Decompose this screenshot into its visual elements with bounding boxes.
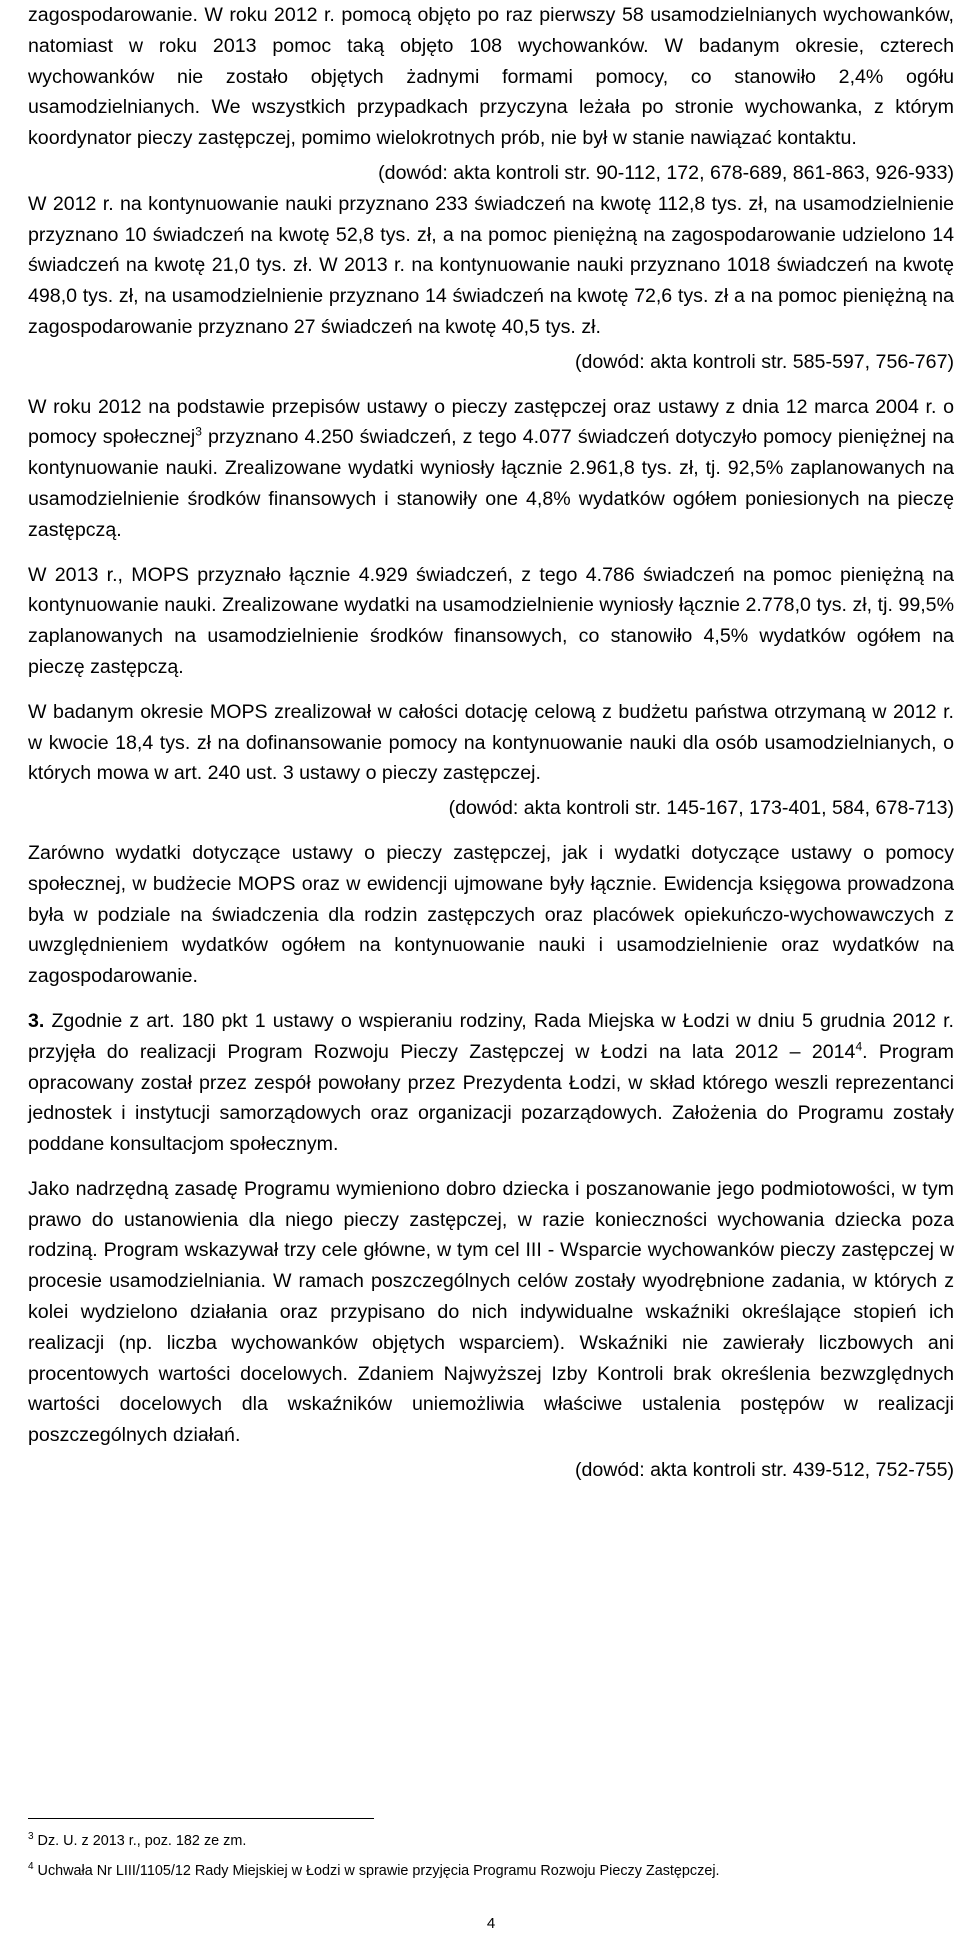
footnote-3-text: Dz. U. z 2013 r., poz. 182 ze zm. <box>33 1833 247 1849</box>
footnote-4-text: Uchwała Nr LIII/1105/12 Rady Miejskiej w Łodzi w sprawie przyjęcia Programu Rozwoju Pieczy Zastępczej. <box>33 1863 720 1879</box>
footnote-4 <box>28 1862 720 1880</box>
evidence-reference-3: (dowód: akta kontroli str. 145-167, 173-401, 584, 678-713) <box>448 797 954 820</box>
footnote-marker-3[interactable]: 3 <box>195 424 202 439</box>
paragraph-accounting: Zarówno wydatki dotyczące ustawy o pieczy zastępczej, jak i wydatki dotyczące ustawy o pomocy społecznej, w budżecie MOPS oraz w ewidencji ujmowane były łącznie. Ewidencja księgowa prowadzona była w podziale na świadczenia dla rodzin zastępczych oraz placówek opiekuńczo-wychowawczych z uwzględnieniem wydatków ogółem na kontynuowanie nauki i usamodzielnienie oraz wydatków na zagospodarowanie. <box>28 841 954 988</box>
evidence-reference-2: (dowód: akta kontroli str. 585-597, 756-767) <box>574 350 954 373</box>
paragraph-subsidy: W badanym okresie MOPS zrealizował w całości dotację celową z budżetu państwa otrzymaną w 2012 r. w kwocie 18,4 tys. zł na dofinansowanie pomocy na kontynuowanie nauki dla osób usamodzielnianych, o których mowa w art. 240 ust. 3 ustawy o pieczy zastępczej. <box>28 700 954 785</box>
paragraph-2013-expenditures: W 2013 r., MOPS przyznało łącznie 4.929 świadczeń, z tego 4.786 świadczeń na pomoc pieniężną na kontynuowanie nauki. Zrealizowane wydatki na usamodzielnienie wyniosły łącznie 2.778,0 tys. zł, tj. 99,5% zaplanowanych na usamodzielnienie środków finansowych, co stanowiło 4,5% wydatków ogółem na pieczę zastępczą. <box>28 563 954 678</box>
paragraph-benefits-2012-2013: W 2012 r. na kontynuowanie nauki przyznano 233 świadczeń na kwotę 112,8 tys. zł, na usamodzielnienie przyznano 10 świadczeń na kwotę 52,8 tys. zł, a na pomoc pieniężną na zagospodarowanie udzielono 14 świadczeń na kwotę 21,0 tys. zł. W 2013 r. na kontynuowanie nauki przyznano 1018 świadczeń na kwotę 498,0 tys. zł, na usamodzielnienie przyznano 14 świadczeń na kwotę 72,6 tys. zł a na pomoc pieniężną na zagospodarowanie przyznano 27 świadczeń na kwotę 40,5 tys. zł. <box>28 192 954 338</box>
footnote-4-number: 4 <box>28 1861 34 1873</box>
paragraph-program-adoption <box>28 1006 954 1160</box>
paragraph-text-part: . Program opracowany został przez zespół powołany przez Prezydenta Łodzi, w skład którego weszli reprezentanci jednostek i instytucji samorządowych oraz organizacji pozarządowych. Założenia do Programu zostały poddane konsultacjom społecznym. <box>28 1040 954 1156</box>
evidence-reference-1: (dowód: akta kontroli str. 90-112, 172, 678-689, 861-863, 926-933) <box>378 161 954 184</box>
paragraph-text-part: przyznano 4.250 świadczeń, z tego 4.077 świadczeń dotyczyło pomocy pieniężnej na kontynuowanie nauki. Zrealizowane wydatki wyniosły łącznie 2.961,8 tys. zł, tj. 92,5% zaplanowanych na usamodzielnienie środków finansowych i stanowiły one 4,8% wydatków ogółem poniesionych na pieczę zastępczą. <box>28 426 954 541</box>
page-number: 4 <box>486 1915 496 1932</box>
paragraph-text-part: W roku 2012 na podstawie przepisów ustawy o pieczy zastępczej oraz ustawy z dnia 12 marca 2004 r. o pomocy społecznej <box>28 395 954 449</box>
footnote-3 <box>28 1832 246 1850</box>
paragraph-text-part: Zgodnie z art. 180 pkt 1 ustawy o wspieraniu rodziny, Rada Miejska w Łodzi w dniu 5 grudnia 2012 r. przyjęła do realizacji Program Rozwoju Pieczy Zastępczej w Łodzi na lata 2012 – 2014 <box>28 1009 954 1063</box>
evidence-reference-4: (dowód: akta kontroli str. 439-512, 752-755) <box>574 1459 954 1482</box>
footnote-3-number: 3 <box>28 1831 34 1843</box>
paragraph-program-principles: Jako nadrzędną zasadę Programu wymieniono dobro dziecka i poszanowanie jego podmiotowości, w tym prawo do ustanowienia dla niego pieczy zastępczej, w razie konieczności wychowania dziecka poza rodziną. Program wskazywał trzy cele główne, w tym cel III - Wsparcie wychowanków pieczy zastępczej w procesie usamodzielniania. W ramach poszczególnych celów zostały wyodrębnione zadania, w których z kolei wydzielono działania oraz przypisano do nich indywidualne wskaźniki określające stopień ich realizacji (np. liczba wychowanków objętych wsparciem). Wskaźniki nie zawierały liczbowych ani procentowych wartości docelowych. Zdaniem Najwyższej Izby Kontroli brak określenia bezwzględnych wartości docelowych dla wskaźników uniemożliwia właściwe ustalenia postępów w realizacji poszczególnych działań. <box>28 1177 954 1447</box>
paragraph-2012-expenditures <box>28 392 954 546</box>
footnote-separator <box>28 1818 374 1819</box>
section-number: 3. <box>28 1009 45 1032</box>
footnote-marker-4[interactable]: 4 <box>855 1039 863 1054</box>
paragraph-assistance-counts: zagospodarowanie. W roku 2012 r. pomocą objęto po raz pierwszy 58 usamodzielnianych wychowanków, natomiast w roku 2013 pomoc taką objęto 108 wychowanków. W badanym okresie, czterech wychowanków nie zostało objętych żadnymi formami pomocy, co stanowiło 2,4% ogółu usamodzielnianych. We wszystkich przypadkach przyczyna leżała po stronie wychowanka, z którym koordynator pieczy zastępczej, pomimo wielokrotnych prób, nie był w stanie nawiązać kontaktu. <box>28 4 954 150</box>
document-page <box>28 0 954 1945</box>
